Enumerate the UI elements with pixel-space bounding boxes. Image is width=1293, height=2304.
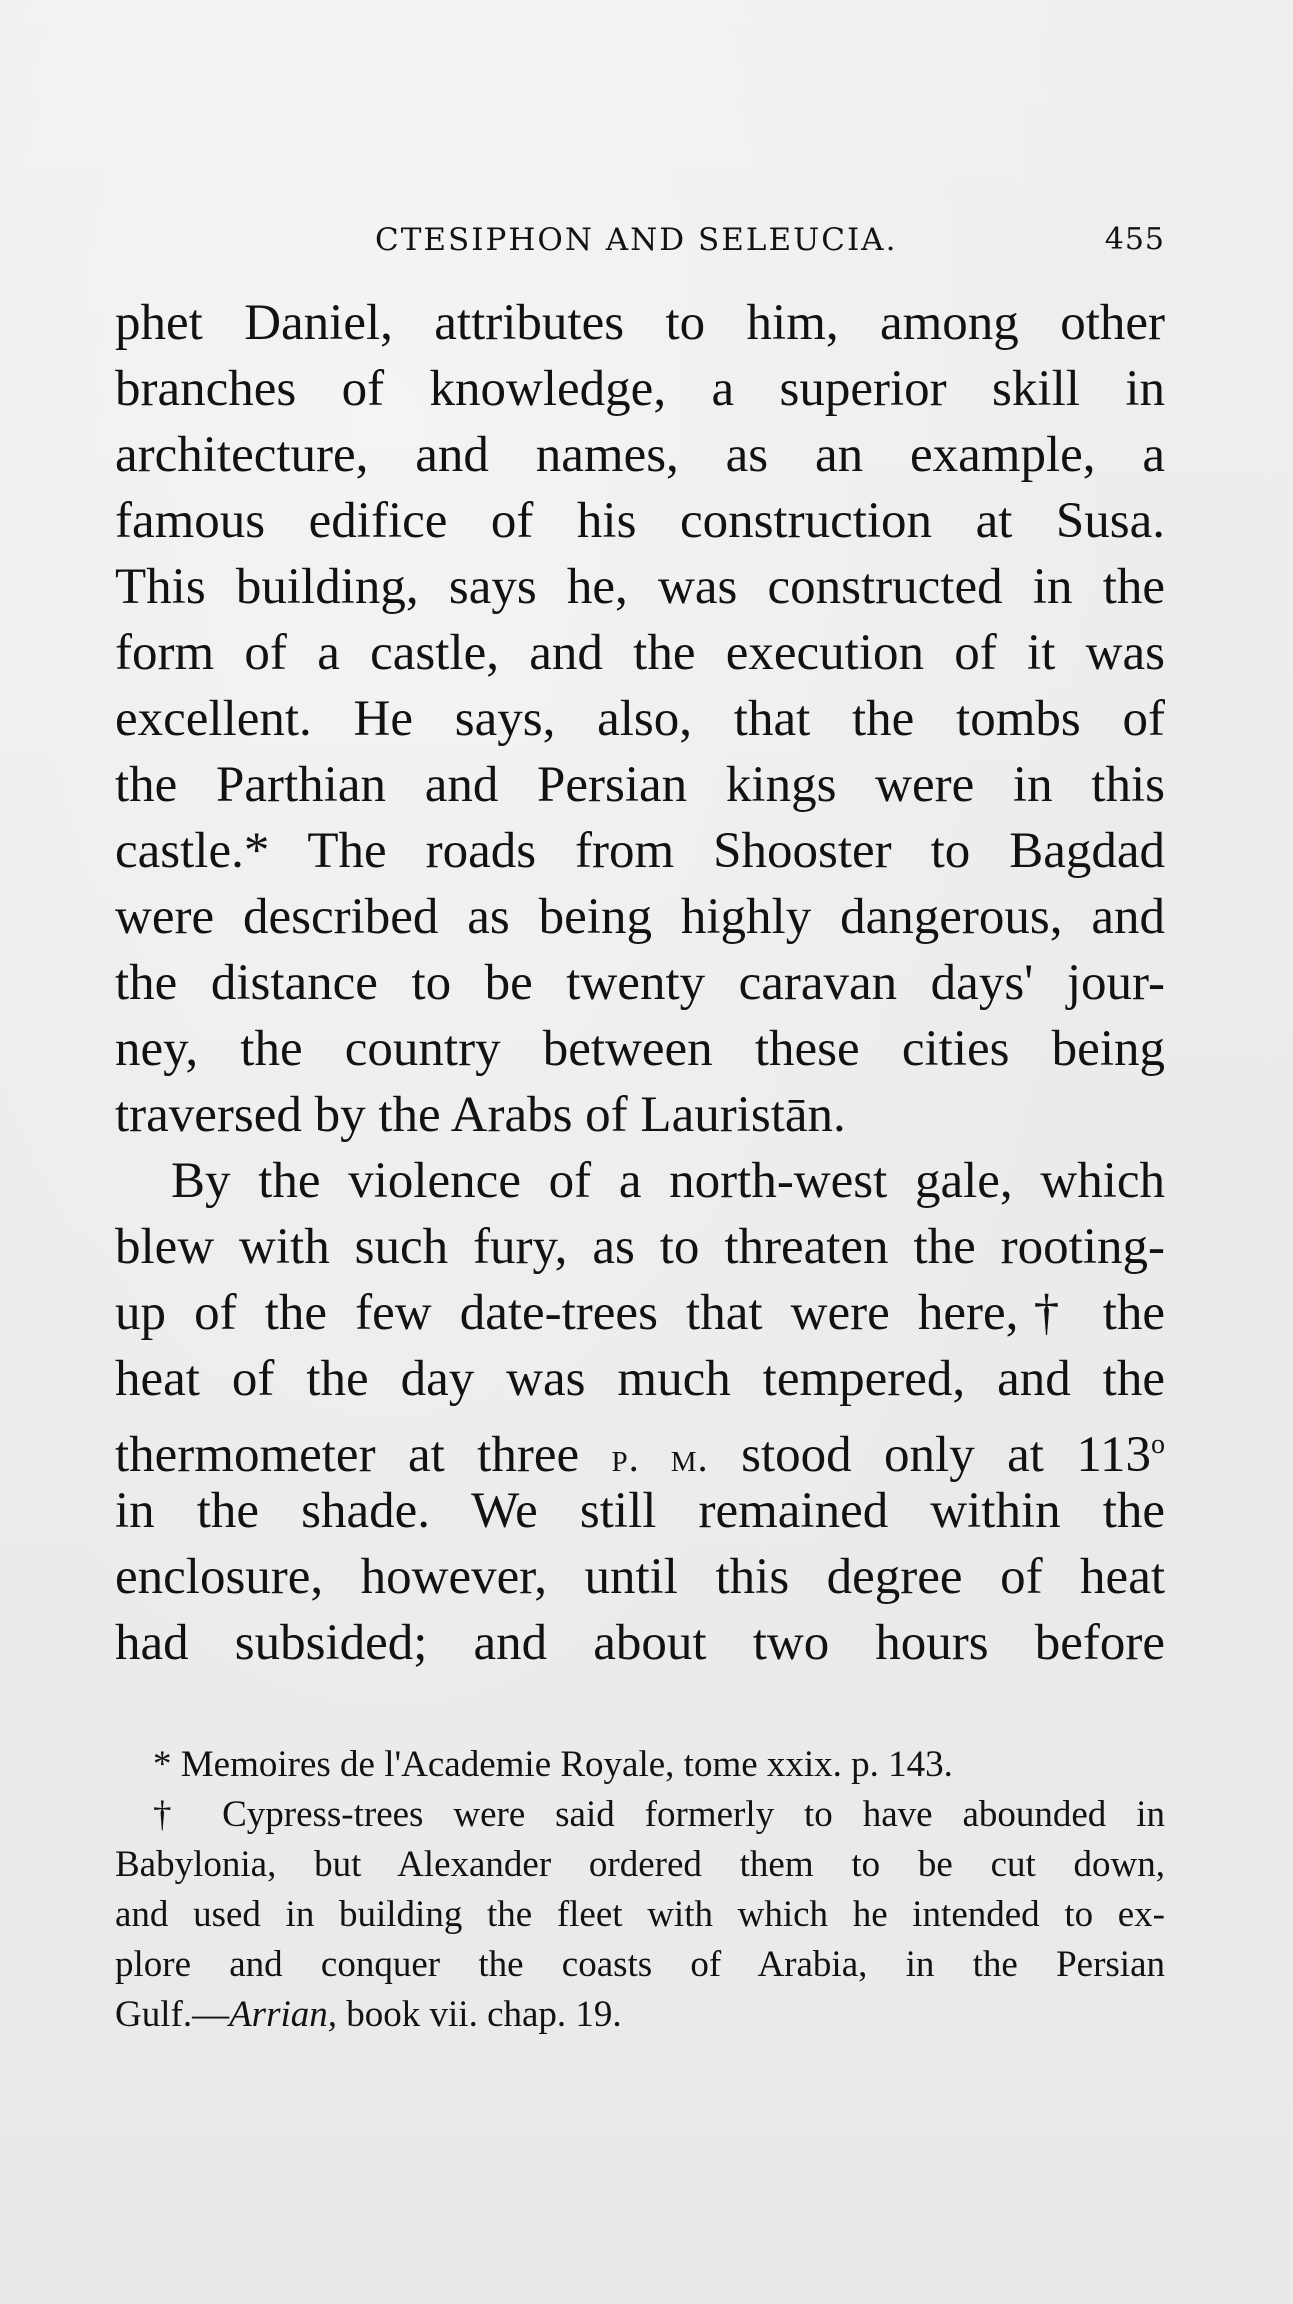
body-text bbox=[115, 290, 1165, 1676]
footnote-line: plore and conquer the coasts of Arabia, in the Persian bbox=[115, 1944, 1165, 1985]
text-line: heat of the day was much tempered, and the bbox=[115, 1351, 1165, 1407]
text-line: the Parthian and Persian kings were in this bbox=[115, 757, 1165, 813]
text-line: ney, the country between these cities being bbox=[115, 1021, 1165, 1077]
degree-mark: o bbox=[1150, 1429, 1165, 1460]
text-line bbox=[115, 1412, 1165, 1483]
text-line: This building, says he, was constructed in the bbox=[115, 559, 1165, 615]
paragraph-start-line: By the violence of a north-west gale, which bbox=[171, 1153, 1165, 1209]
text-fragment: thermometer at three bbox=[115, 1427, 612, 1483]
text-line: phet Daniel, attributes to him, among other bbox=[115, 295, 1165, 351]
text-line: were described as being highly dangerous, and bbox=[115, 889, 1165, 945]
footnotes bbox=[115, 1740, 1165, 2040]
text-line: form of a castle, and the execution of it was bbox=[115, 625, 1165, 681]
text-line: famous edifice of his construction at Susa. bbox=[115, 493, 1165, 549]
running-head bbox=[115, 222, 1165, 270]
text-line: castle.* The roads from Shooster to Bagdad bbox=[115, 823, 1165, 879]
text-fragment: book vii. chap. 19. bbox=[337, 1994, 622, 2035]
paragraph-end-line: traversed by the Arabs of Lauristān. bbox=[115, 1087, 846, 1143]
page-number: 455 bbox=[1104, 222, 1165, 257]
footnote-line bbox=[115, 1990, 1165, 2040]
text-line: enclosure, however, until this degree of heat bbox=[115, 1549, 1165, 1605]
text-line: branches of knowledge, a superior skill in bbox=[115, 361, 1165, 417]
footnote-dagger: † Cypress-trees were said formerly to have abounded in bbox=[153, 1794, 1165, 1835]
text-line: in the shade. We still remained within the bbox=[115, 1483, 1165, 1539]
footnote-line: Babylonia, but Alexander ordered them to be cut down, bbox=[115, 1844, 1165, 1885]
footnote-asterisk: * Memoires de l'Academie Royale, tome xxix. p. 143. bbox=[153, 1744, 953, 1785]
text-fragment: stood only at 113 bbox=[708, 1427, 1151, 1483]
text-line: excellent. He says, also, that the tombs of bbox=[115, 691, 1165, 747]
text-line: the distance to be twenty caravan days' jour- bbox=[115, 955, 1165, 1011]
text-line: up of the few date-trees that were here,† the bbox=[115, 1285, 1165, 1341]
author-citation: Arrian, bbox=[229, 1994, 338, 2035]
text-fragment: Gulf.— bbox=[115, 1994, 230, 2035]
text-line: architecture, and names, as an example, a bbox=[115, 427, 1165, 483]
pm-small-caps: p. m. bbox=[611, 1435, 709, 1480]
running-title: CTESIPHON AND SELEUCIA. bbox=[375, 222, 898, 258]
text-line: blew with such fury, as to threaten the rooting- bbox=[115, 1219, 1165, 1275]
text-line: had subsided; and about two hours before bbox=[115, 1615, 1165, 1671]
footnote-line: and used in building the fleet with which he intended to ex- bbox=[115, 1894, 1165, 1935]
